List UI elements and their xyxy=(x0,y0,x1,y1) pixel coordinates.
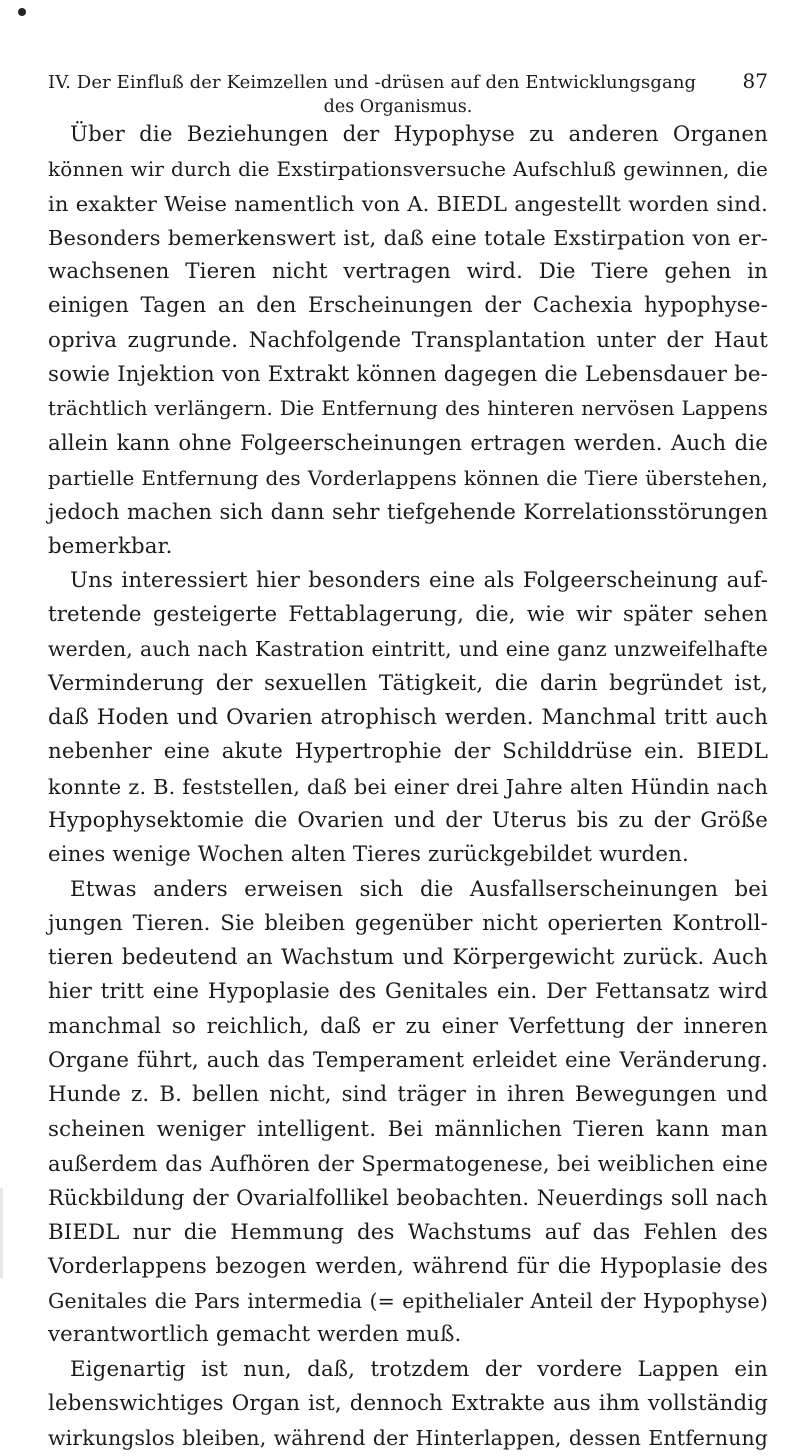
text-line: einigen Tagen an den Erscheinungen der Cachexia hypophyse- xyxy=(48,293,768,319)
text-line: sowie Injektion von Extrakt können dagegen die Lebensdauer be- xyxy=(48,362,768,388)
text-line: tretende gesteigerte Fettablagerung, die, wie wir später sehen xyxy=(48,602,768,628)
text-line: außerdem das Aufhören der Spermatogenese, bei weiblichen eine xyxy=(48,1150,768,1176)
text-line: bemerkbar. xyxy=(48,533,173,559)
text-line: eines wenige Wochen alten Tieres zurückgebildet wurden. xyxy=(48,842,689,868)
text-line: jedoch machen sich dann sehr tiefgehende Korrelationsstörungen xyxy=(48,499,768,525)
chapter-title-continuation: des Organismus. xyxy=(323,97,473,117)
text-line: Vorderlappens bezogen werden, während für die Hypoplasie des xyxy=(48,1253,768,1279)
header-line xyxy=(48,70,768,94)
text-line: nebenher eine akute Hypertrophie der Schilddrüse ein. BIEDL xyxy=(48,739,768,765)
text-line: manchmal so reichlich, daß er zu einer Verfettung der inneren xyxy=(48,1013,768,1039)
text-line: daß Hoden und Ovarien atrophisch werden. Manchmal tritt auch xyxy=(48,705,768,731)
text-line: tieren bedeutend an Wachstum und Körpergewicht zurück. Auch xyxy=(48,945,768,971)
text-line: Uns interessiert hier besonders eine als Folgeerscheinung auf- xyxy=(70,567,768,593)
text-line: partielle Entfernung des Vorderlappens können die Tiere überstehen, xyxy=(48,465,768,490)
text-line: scheinen weniger intelligent. Bei männlichen Tieren kann man xyxy=(48,1116,768,1142)
text-line: opriva zugrunde. Nachfolgende Transplantation unter der Haut xyxy=(48,327,768,353)
text-line: trächtlich verlängern. Die Entfernung des hinteren nervösen Lappens xyxy=(48,397,768,421)
text-line: jungen Tieren. Sie bleiben gegenüber nicht operierten Kontroll- xyxy=(48,910,768,936)
text-line: BIEDL nur die Hemmung des Wachstums auf das Fehlen des xyxy=(48,1219,768,1245)
chapter-title: IV. Der Einfluß der Keimzellen und -drüsen auf den Entwicklungsgang xyxy=(48,72,697,93)
text-line: Verminderung der sexuellen Tätigkeit, die darin begründet ist, xyxy=(48,670,768,696)
running-header xyxy=(48,70,768,118)
text-line: konnte z. B. feststellen, daß bei einer drei Jahre alten Hündin nach xyxy=(48,774,768,799)
text-line: Rückbildung der Ovarialfollikel beobachten. Neuerdings soll nach xyxy=(48,1185,768,1211)
text-line: verantwortlich gemacht werden muß. xyxy=(48,1322,462,1348)
text-line: hier tritt eine Hypoplasie des Genitales ein. Der Fettansatz wird xyxy=(48,979,768,1005)
text-line: Hunde z. B. bellen nicht, sind träger in ihren Bewegungen und xyxy=(48,1082,768,1108)
corner-dot-mark xyxy=(18,8,26,16)
text-line: Besonders bemerkenswert ist, daß eine totale Exstirpation von er- xyxy=(48,225,768,250)
text-line: in exakter Weise namentlich von A. BIEDL angestellt worden sind. xyxy=(48,191,768,216)
text-line: wirkungslos bleiben, während der Hinterlappen, dessen Entfernung xyxy=(48,1426,768,1451)
text-line: Organe führt, auch das Temperament erleidet eine Veränderung. xyxy=(48,1048,768,1074)
text-line: Etwas anders erweisen sich die Ausfallserscheinungen bei xyxy=(70,876,768,902)
text-line: lebenswichtiges Organ ist, dennoch Extrakte aus ihm vollständig xyxy=(48,1390,768,1416)
text-line: Hypophysektomie die Ovarien und der Uterus bis zu der Größe xyxy=(48,807,768,833)
text-line: wachsenen Tieren nicht vertragen wird. Die Tiere gehen in xyxy=(48,259,768,285)
body-text xyxy=(48,118,768,1456)
text-line: können wir durch die Exstirpationsversuche Aufschluß gewinnen, die xyxy=(48,157,768,182)
scan-edge-shadow xyxy=(0,1188,3,1278)
text-line: Über die Beziehungen der Hypophyse zu anderen Organen xyxy=(70,122,768,147)
text-line: werden, auch nach Kastration eintritt, und eine ganz unzweifelhafte xyxy=(48,637,768,662)
page-number: 87 xyxy=(742,69,768,93)
text-line: allein kann ohne Folgeerscheinungen ertragen werden. Auch die xyxy=(48,430,768,456)
text-line: Genitales die Pars intermedia (= epithelialer Anteil der Hypophyse) xyxy=(48,1289,768,1314)
text-line: Eigenartig ist nun, daß, trotzdem der vordere Lappen ein xyxy=(70,1356,768,1382)
